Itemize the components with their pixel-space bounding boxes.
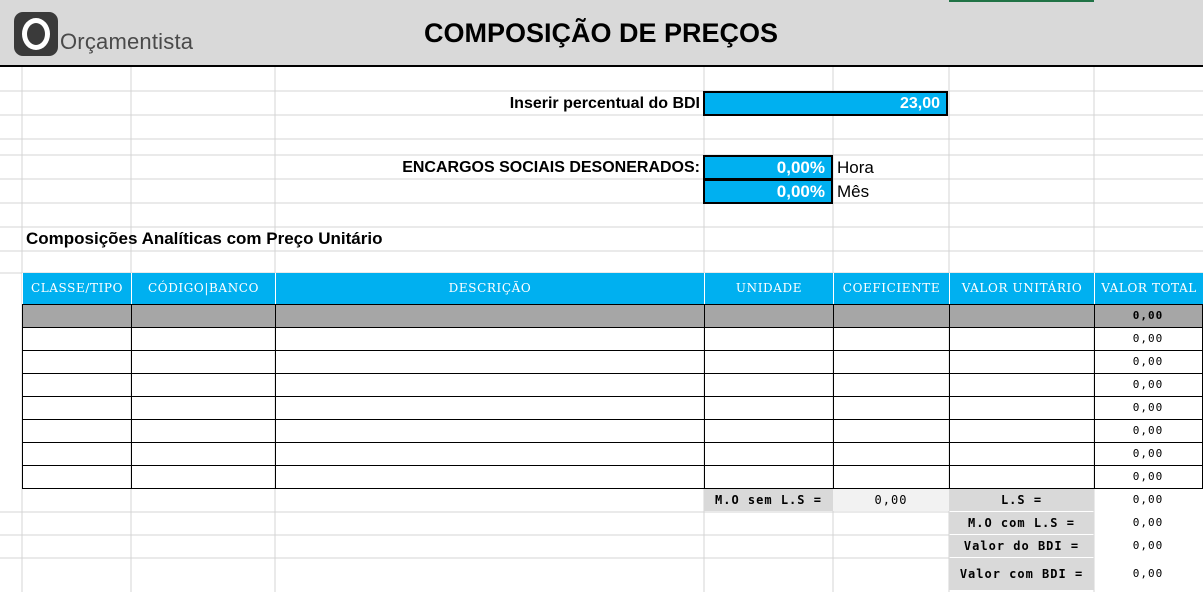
table-row-main[interactable] bbox=[22, 304, 1202, 327]
header-band bbox=[0, 0, 1203, 67]
logo-icon bbox=[14, 12, 58, 56]
col-header-unidade[interactable]: UNIDADE bbox=[704, 273, 833, 304]
valor-total-cell[interactable]: 0,00 bbox=[1132, 401, 1164, 414]
table-row-border bbox=[22, 304, 1202, 305]
ls-value[interactable]: 0,00 bbox=[1132, 493, 1164, 506]
valor-bdi-value[interactable]: 0,00 bbox=[1132, 539, 1164, 552]
table-row-border bbox=[22, 419, 1202, 420]
table-row-border bbox=[22, 442, 1202, 443]
selected-cell-indicator bbox=[949, 0, 1094, 2]
bdi-label: Inserir percentual do BDI bbox=[509, 95, 700, 112]
valor-total-cell[interactable]: 0,00 bbox=[1132, 424, 1164, 437]
encargos-mes-input[interactable]: 0,00% bbox=[703, 179, 833, 204]
table-row-border bbox=[22, 396, 1202, 397]
mo-com-ls-label: M.O com L.S = bbox=[949, 512, 1094, 534]
section-title: Composições Analíticas com Preço Unitário bbox=[26, 229, 383, 248]
mo-sem-ls-value[interactable]: 0,00 bbox=[833, 489, 949, 511]
col-header-classe[interactable]: CLASSE/TIPO bbox=[22, 273, 131, 304]
valor-total-cell[interactable]: 0,00 bbox=[1132, 332, 1164, 345]
encargos-hora-input[interactable]: 0,00% bbox=[703, 155, 833, 180]
encargos-hora-unit: Hora bbox=[837, 158, 874, 177]
encargos-label: ENCARGOS SOCIAIS DESONERADOS: bbox=[402, 159, 700, 176]
table-row-border bbox=[22, 465, 1202, 466]
valor-bdi-label: Valor do BDI = bbox=[949, 535, 1094, 557]
table-row-border bbox=[22, 350, 1202, 351]
valor-total-cell[interactable]: 0,00 bbox=[1132, 447, 1164, 460]
valor-com-bdi-value[interactable]: 0,00 bbox=[1132, 567, 1164, 580]
valor-total-cell[interactable]: 0,00 bbox=[1132, 470, 1164, 483]
col-header-descricao[interactable]: DESCRIÇÃO bbox=[275, 273, 704, 304]
table-row-border bbox=[22, 373, 1202, 374]
mo-sem-ls-label: M.O sem L.S = bbox=[704, 489, 833, 511]
col-header-coeficiente[interactable]: COEFICIENTE bbox=[833, 273, 949, 304]
valor-total-cell[interactable]: 0,00 bbox=[1132, 378, 1164, 391]
col-header-valor-total[interactable]: VALOR TOTAL bbox=[1094, 273, 1203, 304]
valor-com-bdi-label: Valor com BDI = bbox=[949, 558, 1094, 590]
page-title: COMPOSIÇÃO DE PREÇOS bbox=[423, 18, 779, 48]
valor-total-cell[interactable]: 0,00 bbox=[1132, 309, 1164, 322]
logo-text: Orçamentista bbox=[60, 29, 194, 54]
col-header-valor-unitario[interactable]: VALOR UNITÁRIO bbox=[949, 273, 1094, 304]
encargos-mes-unit: Mês bbox=[837, 182, 870, 201]
mo-com-ls-value[interactable]: 0,00 bbox=[1132, 516, 1164, 529]
ls-label: L.S = bbox=[949, 489, 1094, 511]
table-row-border bbox=[22, 327, 1202, 328]
valor-total-cell[interactable]: 0,00 bbox=[1132, 355, 1164, 368]
bdi-input[interactable]: 23,00 bbox=[703, 91, 948, 116]
col-header-codigo[interactable]: CÓDIGO|BANCO bbox=[131, 273, 275, 304]
